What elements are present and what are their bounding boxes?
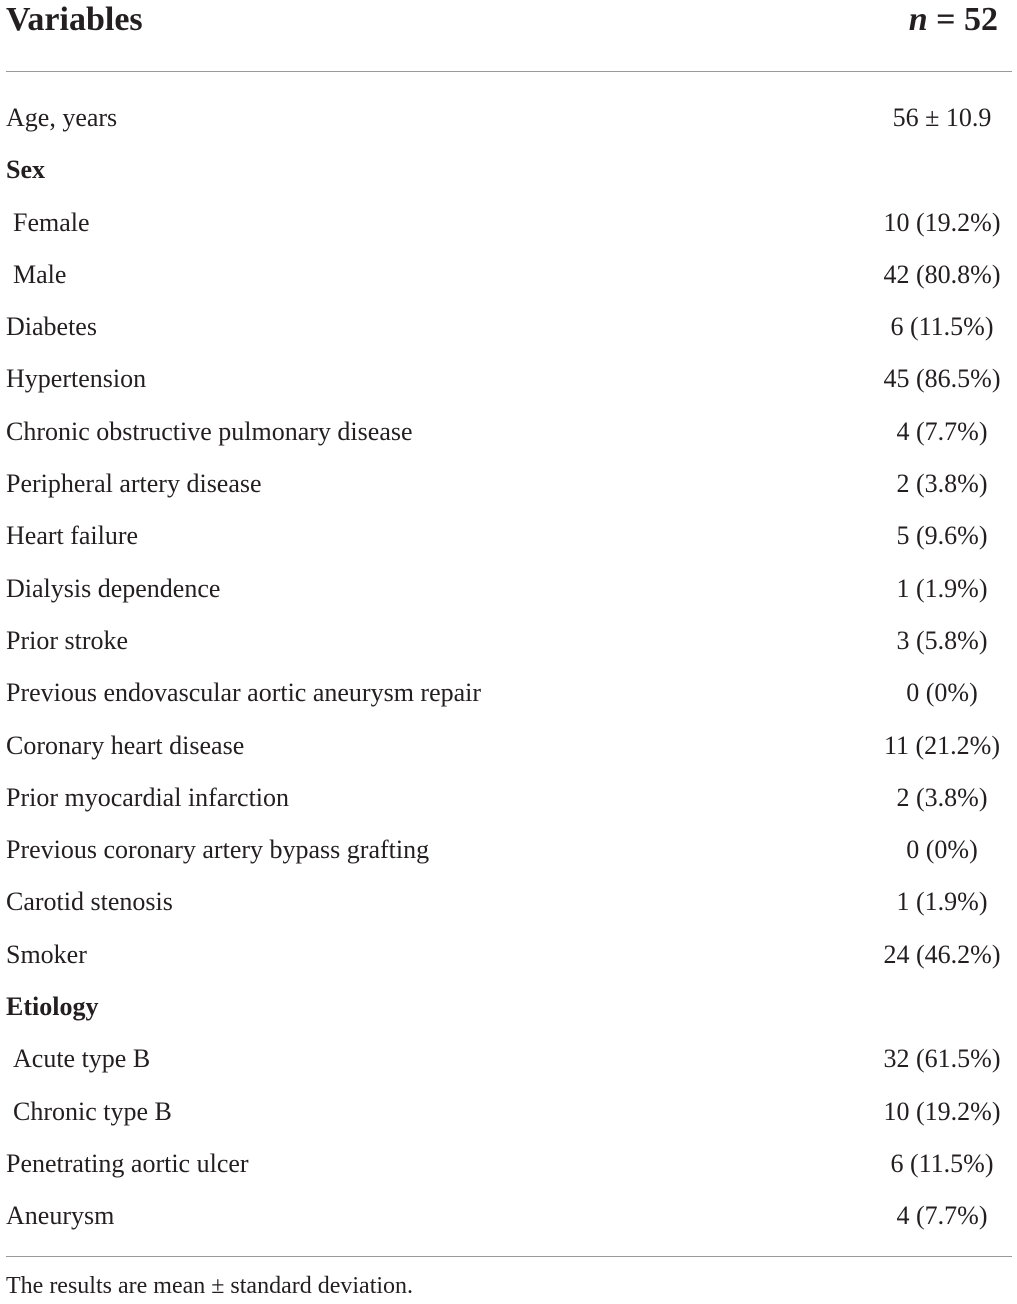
table-row [6, 249, 1012, 301]
header-n-value: = 52 [927, 1, 998, 38]
header-sample-size [909, 0, 998, 40]
table-body [6, 92, 1012, 1243]
row-label: Sex [6, 155, 45, 185]
row-value: 5 (9.6%) [896, 521, 988, 551]
row-value: 2 (3.8%) [896, 469, 988, 499]
row-label: Peripheral artery disease [6, 469, 262, 499]
row-label: Hypertension [6, 364, 147, 394]
table-row [6, 458, 1012, 510]
table-row [6, 301, 1012, 353]
footer-divider [6, 1256, 1012, 1257]
row-value: 10 (19.2%) [883, 1096, 1001, 1126]
header-divider [6, 71, 1012, 72]
table-row [6, 563, 1012, 615]
row-label: Penetrating aortic ulcer [6, 1148, 249, 1178]
row-label: Age, years [6, 103, 118, 132]
row-value: 1 (1.9%) [896, 573, 988, 603]
table-row [6, 406, 1012, 458]
row-label: Chronic type B [13, 1096, 172, 1126]
row-label: Acute type B [13, 1044, 151, 1074]
header-variables: Variables [6, 1, 143, 38]
table-row [6, 1033, 1012, 1085]
row-value: 4 (7.7%) [896, 416, 988, 446]
row-label: Diabetes [6, 312, 97, 342]
row-label: Dialysis dependence [6, 573, 221, 603]
row-value: 56 ± 10.9 [892, 103, 992, 132]
row-value: 6 (11.5%) [890, 312, 994, 342]
row-value: 1 (1.9%) [896, 887, 988, 917]
row-value: 45 (86.5%) [883, 364, 1001, 394]
row-value: 11 (21.2%) [883, 730, 1000, 760]
table-row [6, 1190, 1012, 1242]
row-label: Smoker [6, 939, 87, 969]
row-label: Carotid stenosis [6, 887, 173, 917]
table-row [6, 929, 1012, 981]
row-label: Prior myocardial infarction [6, 782, 290, 812]
table-header [6, 0, 1012, 44]
row-value: 24 (46.2%) [883, 939, 1001, 969]
row-value: 2 (3.8%) [896, 782, 988, 812]
table-row [6, 720, 1012, 772]
row-value: 6 (11.5%) [890, 1148, 994, 1178]
table-row [6, 667, 1012, 719]
row-value: 10 (19.2%) [883, 207, 1001, 237]
row-label: Prior stroke [6, 625, 129, 655]
table-row [6, 615, 1012, 667]
table-group-row [6, 144, 1012, 196]
row-label: Previous endovascular aortic aneurysm repair [6, 678, 482, 708]
table-row [6, 876, 1012, 928]
row-label: Previous coronary artery bypass grafting [6, 835, 430, 865]
table-row [6, 353, 1012, 405]
row-value: 4 (7.7%) [896, 1201, 988, 1231]
table-row [6, 772, 1012, 824]
row-label: Heart failure [6, 521, 139, 551]
row-value: 32 (61.5%) [883, 1044, 1001, 1074]
row-label: Etiology [6, 992, 99, 1022]
row-label: Chronic obstructive pulmonary disease [6, 416, 413, 446]
row-label: Aneurysm [6, 1201, 115, 1231]
table-row [6, 824, 1012, 876]
table-group-row [6, 981, 1012, 1033]
row-label: Male [13, 259, 67, 289]
table-row [6, 92, 1012, 144]
row-value: 0 (0%) [906, 678, 978, 708]
row-value: 3 (5.8%) [896, 625, 988, 655]
table-row [6, 510, 1012, 562]
table-row [6, 1138, 1012, 1190]
row-value: 42 (80.8%) [883, 259, 1001, 289]
row-label: Female [13, 207, 90, 237]
table-row [6, 197, 1012, 249]
table-row [6, 1086, 1012, 1138]
table-footnote: The results are mean ± standard deviation. [6, 1273, 414, 1299]
row-value: 0 (0%) [906, 835, 978, 865]
header-n-symbol: n [908, 1, 928, 38]
row-label: Coronary heart disease [6, 730, 245, 760]
